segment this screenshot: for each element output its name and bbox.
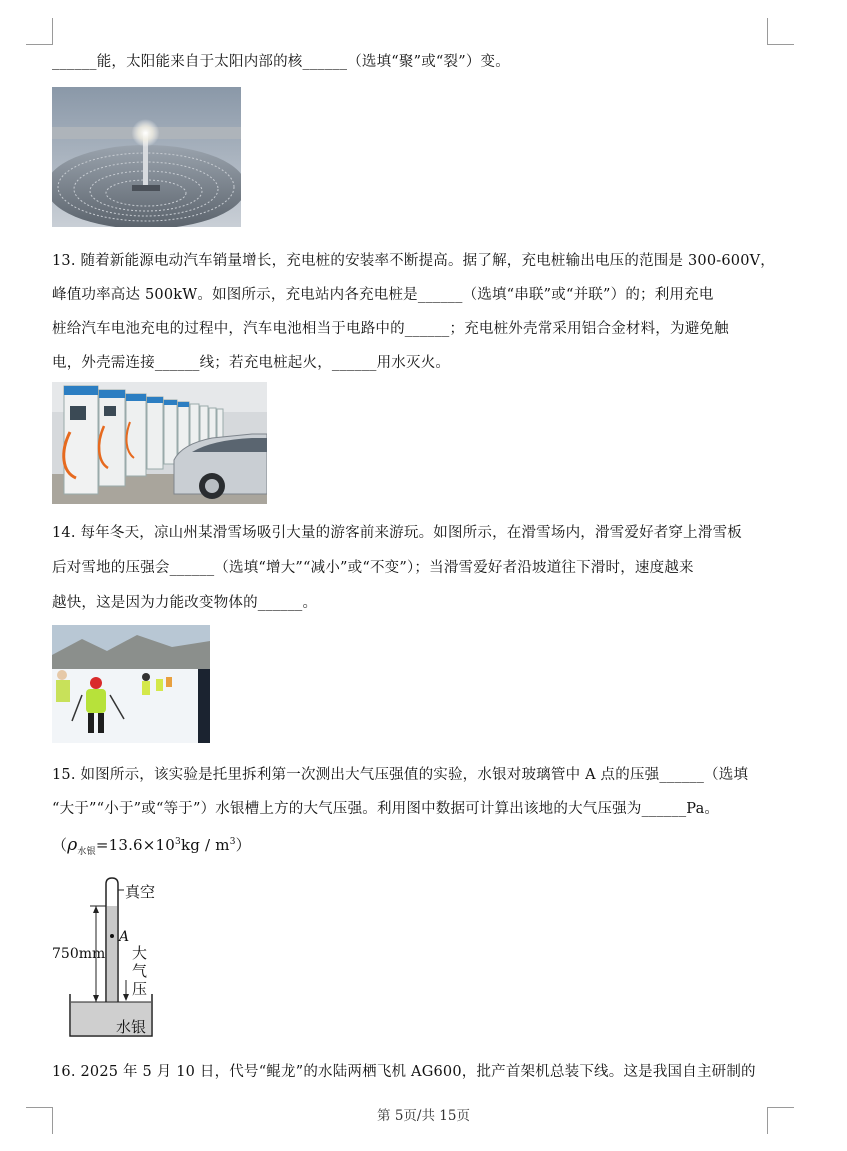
q15-line-2: “大于”“小于”或“等于”）水银槽上方的大气压强。利用图中数据可计算出该地的大气压强为______Pa。: [52, 801, 720, 817]
q13-line-2: 峰值功率高达 500kW。如图所示，充电站内各充电桩是______（选填“串联”或“并联”）的；利用充电: [52, 287, 714, 303]
q14-line-2: 后对雪地的压强会______（选填“增大”“减小”或“不变”）；当滑雪爱好者沿坡道往下滑时，速度越来: [52, 560, 694, 576]
torricelli-diagram: [52, 876, 182, 1042]
charging-station-photo: [52, 382, 267, 504]
q14-line-3: 越快，这是因为力能改变物体的______。: [52, 595, 318, 611]
q15-line-1: 15. 如图所示，该实验是托里拆利第一次测出大气压强值的实验，水银对玻璃管中 A 点的压强______（选填: [52, 767, 749, 783]
height-label: 750mm: [52, 946, 106, 962]
ski-resort-photo: [52, 625, 210, 743]
q13-line-4: 电，外壳需连接______线；若充电桩起火，______用水灭火。: [52, 355, 451, 371]
atmosphere-label: 大 气 压: [132, 944, 148, 998]
page-corner-top-left: [26, 18, 53, 45]
q16-line-1: 16. 2025 年 5 月 10 日，代号“鲲龙”的水陆两栖飞机 AG600，批产首架机总装下线。这是我国自主研制的: [52, 1064, 756, 1080]
mercury-label: 水银: [116, 1018, 147, 1036]
page-footer: 第 5页/共 15页: [377, 1108, 470, 1124]
page-corner-top-right: [767, 18, 794, 45]
solar-tower-photo: [52, 87, 241, 227]
text-line-solar: ______能，太阳能来自于太阳内部的核______（选填“聚”或“裂”）变。: [52, 54, 510, 70]
vacuum-label: 真空: [125, 883, 156, 901]
q13-line-1: 13. 随着新能源电动汽车销量增长，充电桩的安装率不断提高。据了解，充电桩输出电压的范围是 300-600V，: [52, 253, 775, 269]
point-a-label: A: [119, 929, 130, 945]
q13-line-3: 桩给汽车电池充电的过程中，汽车电池相当于电路中的______；充电桩外壳常采用铝合金材料，为避免触: [52, 321, 729, 337]
mercury-density-formula: $(\rho_{水银}=13.6\times 10^3kg / m^3)$: [52, 835, 251, 857]
q14-line-1: 14. 每年冬天，凉山州某滑雪场吸引大量的游客前来游玩。如图所示，在滑雪场内，滑雪爱好者穿上滑雪板: [52, 525, 742, 541]
